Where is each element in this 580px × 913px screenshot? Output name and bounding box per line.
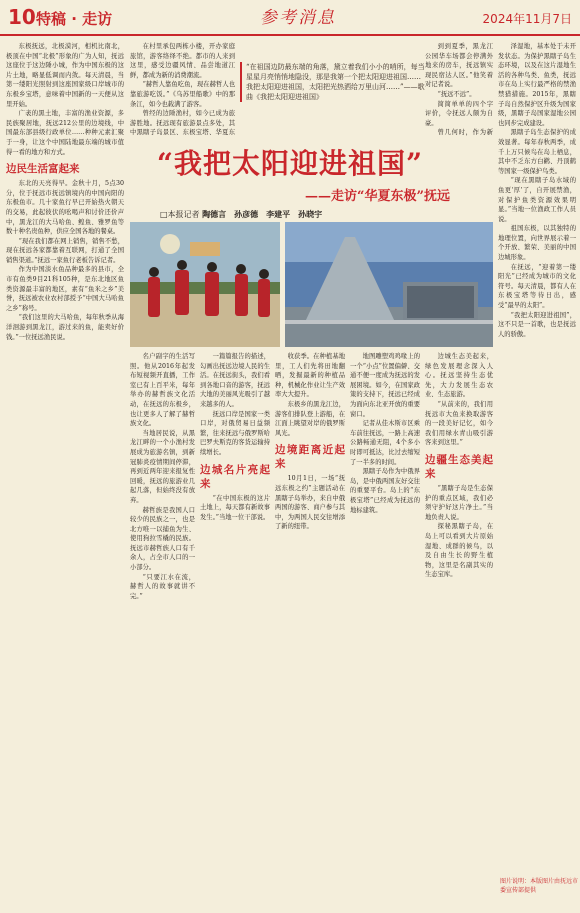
article-column-6 bbox=[200, 352, 270, 872]
subheadline: ——走访“华夏东极”抚远 bbox=[305, 189, 450, 204]
paragraph: 边城生态美起来，绿色发展理念深入人心。抚远坚持生态优先，大力发展生态农业、生态旅游。 bbox=[425, 353, 493, 399]
paragraph: 地图雕塑鸡鸡喙上的一个“小点”位置偏僻、交通不便一度成为抚远的发展困境。如今，在国家政策的支持下，抚远已经成为面向东北亚开放的重要窗口。 bbox=[350, 353, 420, 418]
photo-east-pole-monument bbox=[285, 222, 493, 347]
paragraph: “我把太阳迎进祖国”，这不只是一首歌，也是抚远人的骄傲。 bbox=[498, 311, 576, 338]
headline: “我把太阳迎进祖国” bbox=[156, 147, 424, 180]
photo-credit: 图片说明：本版图片由抚远市委宣传部提供 bbox=[500, 878, 579, 894]
subheading: 边疆生态美起来 bbox=[425, 453, 493, 480]
song-lyric-quote: “在祖国边防最东端的角落，黛立着我们小小的哨所，每当星星月亮悄悄地隐没，那是我第一个把太阳迎进祖国……我把太阳迎进祖国，太阳把光热洒给万里山河……”——歌曲《我把太阳迎进祖国》 bbox=[240, 62, 426, 102]
paragraph: “黑瞎子岛是生态保护的重点区域，我们必须守护好这片净土。”当地负责人说。 bbox=[425, 484, 493, 521]
paragraph: 祖国东极，以其独特的地理位置，向世界展示着一个开放、繁荣、美丽的中国边城形象。 bbox=[498, 225, 576, 262]
masthead bbox=[0, 0, 580, 36]
paragraph: 东极乡的黑龙江边，游客们排队登上游船，在江面上眺望对岸的俄罗斯风光。 bbox=[275, 400, 345, 437]
paragraph: 广袤的黑土地，丰富的渔业资源，多民族聚居地，抚远212公里的边境线，中国最东部县级行政单位……种种元素汇聚于一身，让这个中国陆地最东端的城市值得一看的地方和方式。 bbox=[6, 110, 124, 156]
paragraph: 东北的天亮得早。金秋十月，5点30分，位于抚远市抚远镇境内的中国向阳的东极鱼市。几十家鱼行早已开始热火朝天的交易，此起彼伏的吆喝声和讨价还价声中，黑龙江的大马哈鱼、鳇鱼、雅罗鱼等数十种名贵鱼种，供应全国各地的餐桌。 bbox=[6, 180, 124, 236]
paragraph: 泽湿地，基本处于未开发状态。为保护黑瞎子岛生态环境，以及在这片湿地生活的各种鸟类、鱼类，抚远市在岛上实行最严格的禁渔禁猎措施。2015年，黑瞎子岛自然保护区升级为国家级，黑瞎子岛国家湿地公园也同步完成建设。 bbox=[498, 43, 576, 127]
photo-dancers bbox=[130, 222, 280, 347]
paragraph: 曾几何时，作为新 bbox=[437, 129, 493, 137]
article-column-8 bbox=[350, 352, 420, 872]
paragraph: 曾经的边陲渔村，如今已成为旅游胜地。抚远现有旅游景点多处，其中黑瞎子岛景区、东极宝塔、华夏东 bbox=[130, 110, 235, 137]
article-column-9 bbox=[425, 352, 493, 872]
paragraph: 简简单单的四个字评价，令抚远人颇为自豪。 bbox=[425, 100, 493, 127]
paragraph: “只要江水在流，赫哲人的故事就讲不完。” bbox=[130, 573, 195, 600]
byline-authors: 陶德言 孙彦德 李建平 孙晓宇 bbox=[202, 209, 323, 219]
article-column-1 bbox=[6, 42, 124, 732]
paragraph: 收获季。在种植基地里，工人们先将田地翻晒，发掘最新的种植品种，机械化作业让生产效率大大提升。 bbox=[275, 353, 345, 399]
paragraph: 在村里承包两栋小楼，开办家庭旅馆，游客络绎不绝。都市的人来到这里，感受边疆风情、品尝地道江鲜，都成为新的消费潮流。 bbox=[130, 43, 235, 79]
paragraph: 到到夏季，黑龙江公园华车场都会停满外地来的房车，抚远镇实现民宿达人区。”他笑着对记者说。 bbox=[425, 43, 493, 89]
subheading: 边城名片亮起来 bbox=[200, 463, 270, 490]
paragraph: “现在黑瞎子岛水域的鱼更‘厚’了，自开展禁渔，对保护鱼类资源效果明显。”当地一位渔政工作人员说。 bbox=[498, 177, 576, 223]
paragraph: 黑瞎子岛生态保护的成效显著。每年春秋两季，成千上万只候鸟在岛上栖息，其中不乏东方白鹳、丹顶鹤等国家一级保护鸟类。 bbox=[498, 129, 576, 175]
article-column-4 bbox=[498, 42, 576, 872]
paragraph: 抚远口岸是国家一类口岸，对俄贸易日益频繁，往来抚远与俄罗斯哈巴罗夫斯克的客货运输持续增长。 bbox=[200, 410, 270, 456]
article-column-5 bbox=[130, 352, 195, 872]
article-column-7 bbox=[275, 352, 345, 872]
paragraph: “从前来的，我们用抚远市大鱼来换取游客的一段美好记忆，如今我们用绿水青山吸引游客来到这里。” bbox=[425, 400, 493, 447]
paragraph: 10月1日，一场“抚远东极之约”主题活动在黑瞎子岛举办，来自中俄两国的游客、商户参与其中，为两国人民交往增添了新的纽带。 bbox=[275, 475, 345, 531]
paragraph: 名户副字的生活写照。他从2016年起发布短视频开直播，工作室已有上百平米，每年举办的赫哲族文化活动，在抚远的东极乡，也让更多人了解了赫哲族文化。 bbox=[130, 353, 195, 428]
byline bbox=[160, 209, 460, 220]
article-column-2 bbox=[130, 42, 235, 137]
byline-prefix: □本报记者 bbox=[160, 210, 200, 219]
paragraph: 当地居民说，从黑龙江畔的一个小渔村发展成为旅游名镇，到新冠肺炎疫情期间停滞，再到近两年迎来报复性回暖，抚远的旅游业几起几落，但始终没有放弃。 bbox=[130, 429, 195, 504]
paragraph: 记者从佳木斯市区乘车前往抚远，一路上高速公路畅通无阻，4个多小时即可抵达，比过去缩短了一半多的时间。 bbox=[350, 420, 420, 466]
paragraph: 一篇篇报告的描述，勾画出抚远边境人民的生活。在抚远街头，我们看到各地口音的游客，抚远大地的美丽风光吸引了越来越多的人。 bbox=[200, 353, 270, 408]
paragraph: “抚远不远”。 bbox=[437, 90, 476, 98]
newspaper-logo: 参考消息 bbox=[260, 8, 336, 28]
paragraph: 在抚远，“迎着第一缕阳光”已经成为城市的文化符号。每天清晨，都有人在东极宝塔等待日出，感受“最早的太阳”。 bbox=[498, 263, 576, 310]
section-label: 特稿 · 走访 bbox=[36, 10, 113, 28]
paragraph: 东极抚远，北极漠河，相机比南北，极顶在中国“北极”形象的广为人知，抚远这座位于这边陲小城，作为中国东极的这片土地，略显低调而内敛。每天清晨，当第一缕阳光照射到这座国家级口岸城市的东极乡宝塔，意味着中国新的一天便从这里开始。 bbox=[6, 43, 124, 108]
paragraph: “现在我们都在网上销售，销售不愁，现在抚远各家都靠着互联网，打通了全国销售渠道。”抚远一家鱼行老板告诉记者。 bbox=[6, 237, 124, 264]
paragraph: 黑瞎子岛作为中俄界岛，是中俄两国友好交往的重要平台。岛上的“东极宝塔”已经成为抚远的地标建筑。 bbox=[350, 468, 420, 514]
paragraph: “赫哲人靠鱼吃鱼，现在赫哲人也靠旅游吃饭。”《乌苏里船歌》中的那条江，如今也载满了游客。 bbox=[130, 81, 235, 108]
paragraph: “我们这里的大马哈鱼，每年秋季从海洋洄游到黑龙江，游过来的鱼，能卖好价钱。”一位抚远渔民说。 bbox=[6, 314, 124, 341]
article-column-3 bbox=[425, 42, 493, 137]
paragraph: 赫哲族是我国人口较少的民族之一，也是北方唯一以捕鱼为生、使用狗拉雪橇的民族。抚远市赫哲族人口有千余人，占全市人口的一小部分。 bbox=[130, 506, 195, 572]
paragraph: 作为中国淡水鱼品种最多的县市，全市有鱼类9目21科105种，是东北地区鱼类资源最丰富的地区，素有“鱼米之乡”美誉，抚远被农业农村部授予“中国大马哈鱼之乡”称号。 bbox=[6, 266, 124, 312]
paragraph: 探秘黑瞎子岛，在岛上可以看到大片原始湿地、成群的候鸟，以及自由生长的野生植物，这里是名副其实的生态宝库。 bbox=[425, 523, 493, 579]
publication-date: 2024年11月7日 bbox=[482, 12, 572, 26]
paragraph: “在中国东极的这片土地上，每天都有新故事发生。”当地一位干部说。 bbox=[200, 494, 270, 521]
subheading: 边民生活富起来 bbox=[6, 163, 80, 176]
subheading: 边境距离近起来 bbox=[275, 444, 345, 471]
page-number: 10 bbox=[8, 5, 36, 29]
